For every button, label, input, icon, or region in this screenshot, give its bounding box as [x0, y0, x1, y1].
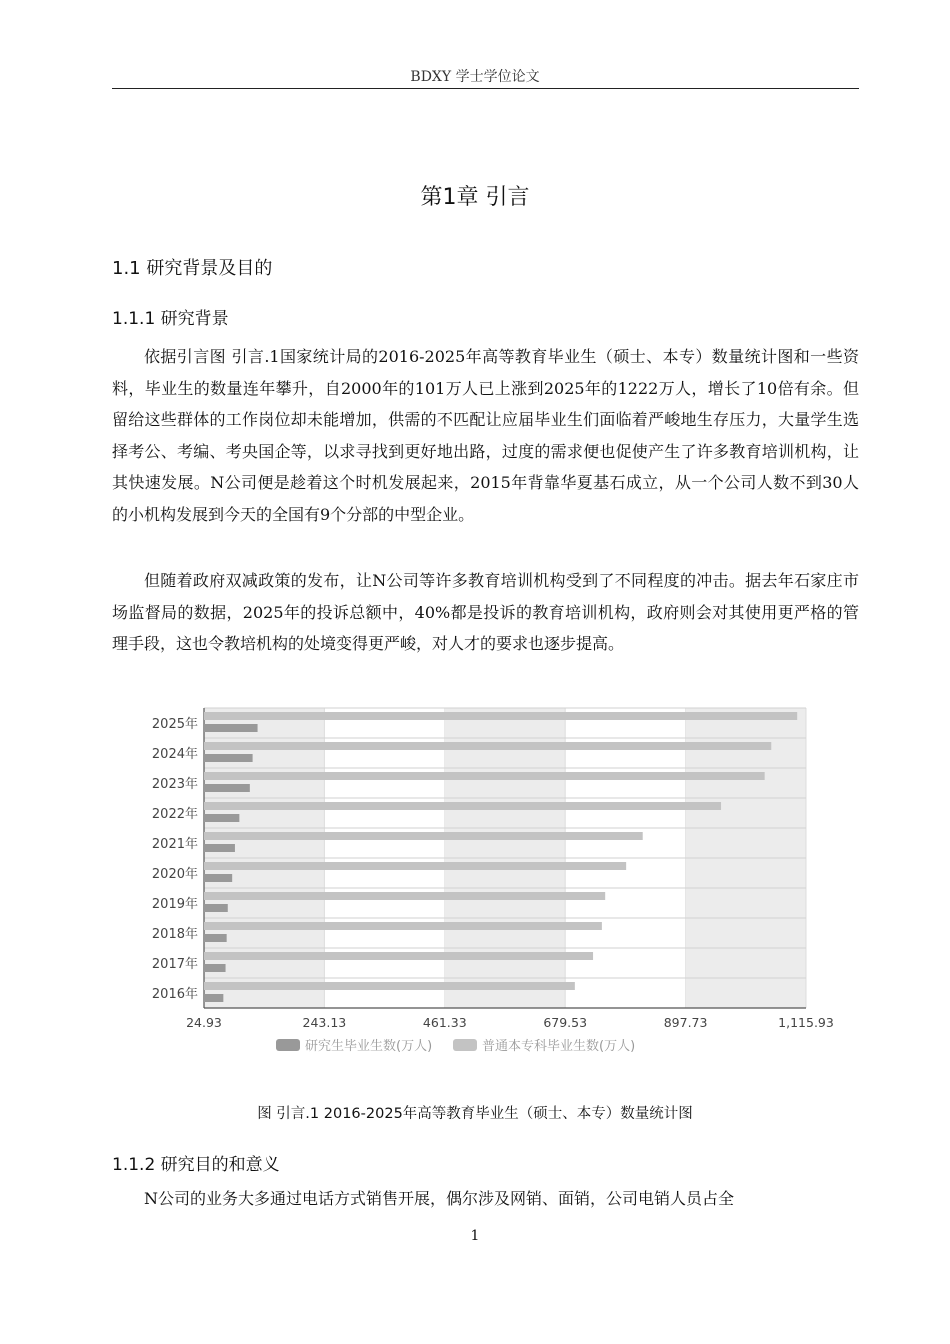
bar-undergraduate-3 [204, 772, 765, 780]
bar-postgraduate-2 [204, 754, 253, 762]
header-divider [112, 88, 859, 89]
bar-undergraduate-6 [204, 862, 626, 870]
bar-postgraduate-6 [204, 874, 232, 882]
section-heading-1-1: 1.1 研究背景及目的 [112, 258, 273, 279]
section-heading-1-1-1: 1.1.1 研究背景 [112, 309, 229, 329]
bar-postgraduate-10 [204, 994, 223, 1002]
y-tick-label: 2018年 [151, 927, 198, 942]
graduates-bar-chart [140, 700, 840, 1062]
y-tick-label: 2019年 [151, 897, 198, 912]
y-tick-label: 2016年 [151, 987, 198, 1002]
y-tick-label: 2020年 [151, 867, 198, 882]
bar-undergraduate-9 [204, 952, 593, 960]
bar-undergraduate-4 [204, 802, 721, 810]
paragraph-background: 依据引言图 引言.1国家统计局的2016-2025年高等教育毕业生（硕士、本专）数量统计图和一些资料，毕业生的数量连年攀升，自2000年的101万人已上涨到2025年的1222万人，增长了10倍有余。但留给这些群体的工作岗位却未能增加，供需的不匹配让应届毕业生们面临着严峻地生存压力，大量学生选择考公、考编、考央国企等，以求寻找到更好地出路，过度的需求便也促使产生了许多教育培训机构，让其快速发展。N公司便是趁着这个时机发展起来，2015年背靠华夏基石成立，从一个公司人数不到30人的小机构发展到今天的全国有9个分部的中型企业。 [112, 347, 859, 524]
bar-postgraduate-9 [204, 964, 226, 972]
x-tick-label: 24.93 [186, 1015, 222, 1030]
section-heading-1-1-2: 1.1.2 研究目的和意义 [112, 1155, 280, 1175]
paragraph-purpose: N公司的业务大多通过电话方式销售开展，偶尔涉及网销、面销，公司电销人员占全 [144, 1189, 735, 1208]
y-tick-label: 2022年 [151, 807, 198, 822]
bar-postgraduate-8 [204, 934, 227, 942]
bar-postgraduate-5 [204, 844, 235, 852]
y-tick-label: 2017年 [151, 957, 198, 972]
page-header: BDXY 学士学位论文 [410, 69, 540, 85]
legend-label-2: 普通本专科毕业生数(万人) [482, 1039, 636, 1054]
x-tick-label: 897.73 [663, 1015, 708, 1030]
y-tick-label: 2024年 [151, 747, 198, 762]
page-number: 1 [470, 1228, 480, 1244]
bar-undergraduate-7 [204, 892, 605, 900]
bar-postgraduate-3 [204, 784, 250, 792]
bar-undergraduate-8 [204, 922, 602, 930]
y-tick-label: 2023年 [151, 777, 198, 792]
x-tick-label: 679.53 [543, 1015, 588, 1030]
bar-postgraduate-7 [204, 904, 228, 912]
bar-postgraduate-1 [204, 724, 258, 732]
bar-postgraduate-4 [204, 814, 239, 822]
legend-label-1: 研究生毕业生数(万人) [305, 1039, 433, 1054]
x-tick-label: 1,115.93 [778, 1015, 834, 1030]
y-tick-label: 2021年 [151, 837, 198, 852]
bar-undergraduate-2 [204, 742, 771, 750]
x-tick-label: 243.13 [302, 1015, 347, 1030]
x-tick-label: 461.33 [422, 1015, 467, 1030]
figure-caption: 图 引言.1 2016-2025年高等教育毕业生（硕士、本专）数量统计图 [257, 1106, 693, 1122]
bar-undergraduate-10 [204, 982, 575, 990]
bar-undergraduate-5 [204, 832, 643, 840]
paragraph-policy: 但随着政府双减政策的发布，让N公司等许多教育培训机构受到了不同程度的冲击。据去年石家庄市场监督局的数据，2025年的投诉总额中，40%都是投诉的教育培训机构，政府则会对其使用更严格的管理手段，这也令教培机构的处境变得更严峻，对人才的要求也逐步提高。 [112, 571, 859, 653]
chapter-title: 第1章 引言 [420, 185, 530, 210]
bar-undergraduate-1 [204, 712, 797, 720]
y-tick-label: 2025年 [151, 717, 198, 732]
legend-swatch-1 [276, 1039, 300, 1051]
legend-swatch-2 [453, 1039, 477, 1051]
